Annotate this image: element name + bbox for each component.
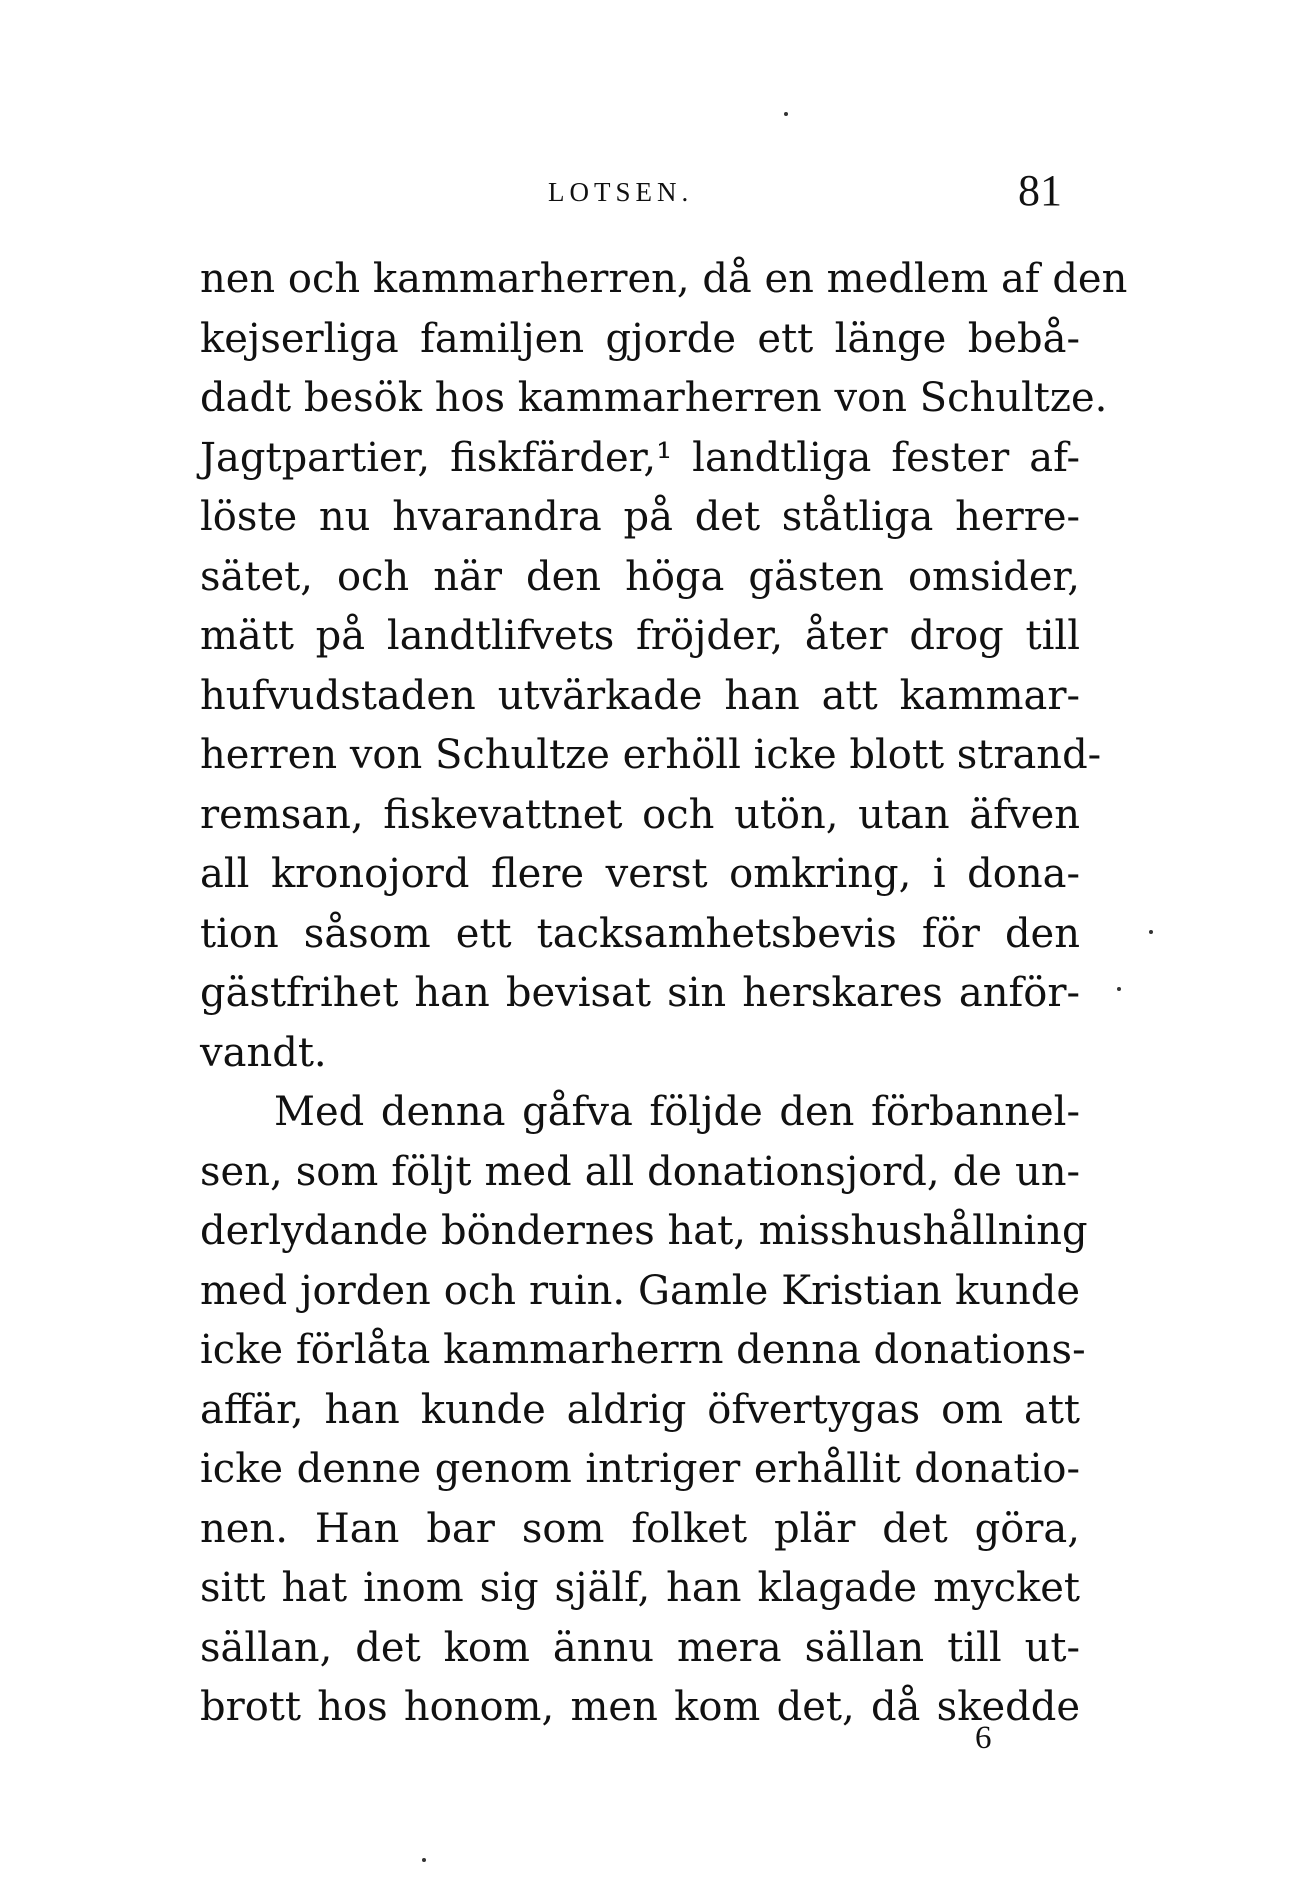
text-line: icke denne genom intriger erhållit donatio- [200,1446,1080,1492]
text-line: med jorden och ruin. Gamle Kristian kunde [200,1267,1080,1314]
text-line: herren von Schultze erhöll icke blott strand- [200,732,1102,778]
text-line: sällan, det kom ännu mera sällan till ut- [200,1624,1080,1671]
text-line: löste nu hvarandra på det ståtliga herre- [200,494,1080,540]
running-title: LOTSEN. [548,177,694,207]
body-text [200,250,1128,1738]
text-line: nen och kammarherren, då en medlem af den [200,256,1128,302]
text-line: hufvudstaden utvärkade han att kammar- [200,672,1080,719]
scan-speck [1149,930,1153,934]
scan-speck [784,112,788,116]
text-line: gästfrihet han bevisat sin herskares anför- [200,970,1080,1016]
text-line: Med denna gåfva följde den förbannel- [274,1089,1080,1135]
text-line: all kronojord flere verst omkring, i dona- [200,851,1080,897]
text-line: nen. Han bar som folket plär det göra, [200,1505,1080,1552]
text-line: icke förlåta kammarherrn denna donations- [200,1327,1086,1373]
text-line: derlydande böndernes hat, misshushållning [200,1208,1088,1254]
text-line: Jagtpartier, fiskfärder,¹ landtliga fester af- [200,434,1080,481]
text-line: affär, han kunde aldrig öfvertygas om att [200,1386,1080,1433]
text-line: brott hos honom, men kom det, då skedde [200,1684,1080,1730]
text-line: tion såsom ett tacksamhetsbevis för den [200,910,1080,957]
running-head [200,165,1080,225]
text-line: sen, som följt med all donationsjord, de un- [200,1148,1080,1195]
page-number: 81 [1018,166,1062,215]
text-line: vandt. [200,1029,327,1076]
signature-mark: 6 [975,1720,992,1756]
text-line: dadt besök hos kammarherren von Schultze. [200,375,1108,421]
text-line: sitt hat inom sig själf, han klagade mycket [200,1565,1080,1611]
scan-speck [1117,987,1121,991]
text-line: kejserliga familjen gjorde ett länge bebå- [200,315,1080,362]
text-line: mätt på landtlifvets fröjder, åter drog till [200,613,1080,659]
text-line: remsan, fiskevattnet och utön, utan äfven [200,791,1080,838]
scan-speck [422,1858,426,1862]
text-line: sätet, och när den höga gästen omsider, [200,553,1080,600]
